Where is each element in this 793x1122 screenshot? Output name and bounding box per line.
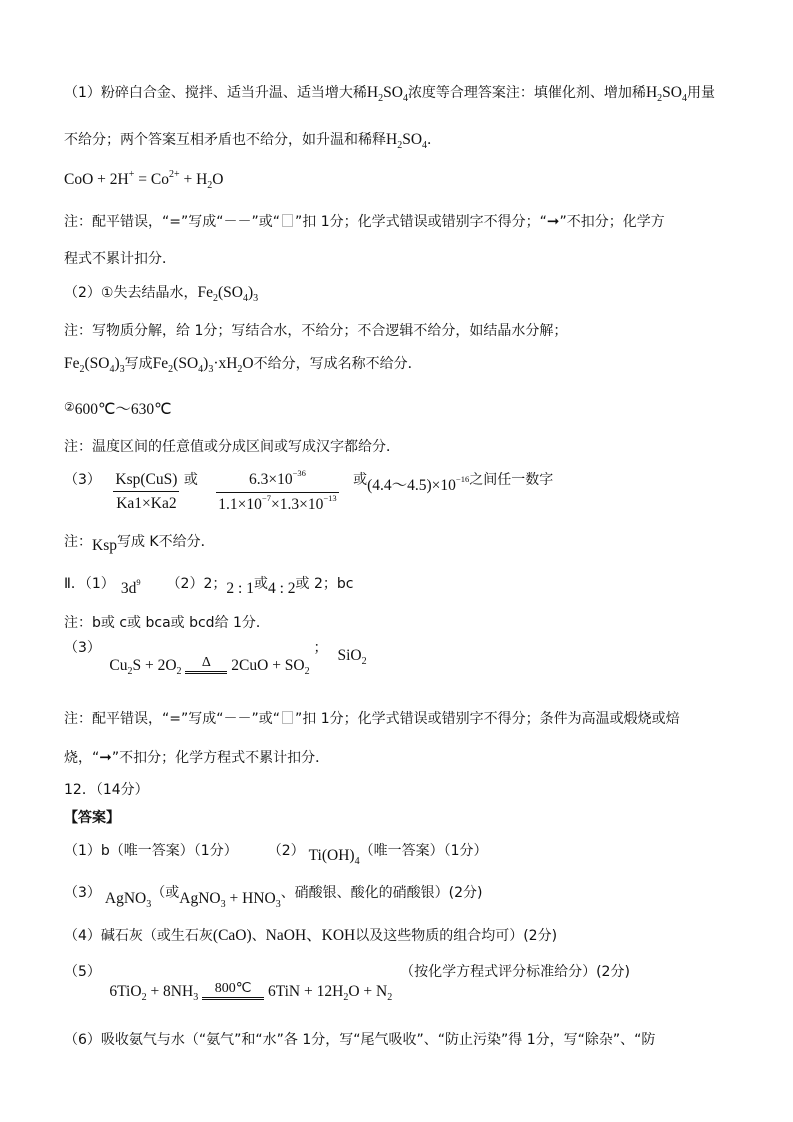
answer-6-line: （6）吸收氨气与水（“氨气”和“水”各 1分，写“尾气吸收”、“防止污染”得 1分，写“除杂”、“防	[64, 1032, 656, 1048]
note-balance-2: 注：配平错误，“=”写成“－－”或“ ”扣 1分；化学式错误或错别字不得分；条件为高温或煅烧或焙	[64, 711, 680, 727]
q3b-line: （3） $Cu_2S + 2O_2$ Δ $2CuO + SO_2$ ； SiO$_2$	[64, 640, 367, 677]
range-value: $(4.4\sim 4.5)\times 10^{-16}$	[367, 474, 470, 494]
naoh-koh-formula: NaOH、KOH	[265, 927, 356, 944]
part-ii-line: Ⅱ．（1） $3d^9$ （2）2；2 : 1或4 : 2或 2；bc	[64, 576, 354, 597]
sio2-formula: SiO$_2$	[337, 647, 367, 667]
agno3-hno3-formula: AgNO$_3$ + $HNO_3$	[179, 890, 281, 910]
answer-line-1: （1）粉碎白合金、搅拌、适当升温、适当增大稀$H_2SO_4$浓度等合理答案注：填催化剂、增加稀$H_2SO_4$用量	[64, 84, 715, 104]
answer-1-line: （1）b（唯一答案）（1分） （2） $Ti(OH)_4$（唯一答案）（1分）	[64, 843, 488, 867]
cao-formula: (CaO)	[212, 927, 252, 944]
answer-5-line: （5） $6TiO_2 + 8NH_3$ 800℃ $6TiN + 12H_2O + N_2$ （按化学方程式评分标准给分）(2分)	[64, 964, 630, 1003]
ratio-1: 2 : 1	[226, 580, 254, 597]
fe2so43-formula: $Fe_2(SO_4)_3$	[64, 355, 125, 375]
equation-coo: CoO + $2H^+ = Co^{2+} + H_2O$	[64, 169, 224, 191]
placeholder-box-icon	[282, 711, 293, 724]
question-12-heading: 12．（14分）	[64, 782, 149, 798]
placeholder-box-icon	[282, 214, 293, 227]
right-arrow-icon: ➞	[99, 748, 112, 766]
equation-cu2s: $Cu_2S + 2O_2$ Δ $2CuO + SO_2$	[109, 655, 310, 677]
h2so4-formula: $H_2SO_4$	[386, 131, 428, 151]
note-line-6: 注：b或 c或 bca或 bcd给 1分．	[64, 615, 270, 631]
numeric-fraction: $\frac{6.3\times 10^{-36}}{1.1\times 10^{-7}\times 1.3\times 10^{-13}}$	[216, 470, 338, 516]
ksp-symbol: Ksp	[92, 537, 117, 554]
tioh4-formula: $Ti(OH)_4$	[308, 847, 360, 867]
q2-b-line: $Fe_2(SO_4)_3$写成$Fe_2(SO_4)_3\cdot xH_2O$不给分，写成名称不给分．	[64, 355, 422, 375]
note-line-5: 注：Ksp写成 K不给分．	[64, 534, 215, 554]
note-line-3: 注：写物质分解，给 1分；写结合水，不给分；不合逻辑不给分，如结晶水分解；	[64, 323, 568, 339]
answer-3-line: （3） AgNO$_3$（或AgNO$_3$ + $HNO_3$、硝酸银、酸化的硝酸银）(2分)	[64, 885, 483, 910]
right-arrow-icon: ➞	[546, 212, 560, 230]
ratio-2: 4 : 2	[267, 580, 296, 597]
note-line-8: 烧，“➞”不扣分；化学方程式不累计扣分．	[64, 748, 330, 766]
h2so4-formula: $H_2SO_4$	[645, 84, 687, 104]
q3-line: （3） $\frac{\text{Ksp(CuS)}}{Ka1\times Ka2}$ 或 $\frac{6.3\times 10^{-36}}{1.1\times 10^{-7}\times 1.3\times 10^{-13}}$ 或$(4.4\sim 4.5)\times 10^{-16}$之间任一数字	[64, 470, 553, 516]
d9-config: $3d^9$	[120, 577, 141, 597]
answer-heading: 【答案】	[64, 810, 120, 826]
answer-line-2: 不给分；两个答案互相矛盾也不给分，如升温和稀释$H_2SO_4$．	[64, 131, 442, 151]
note-line-4: 注：温度区间的任意值或分成区间或写成汉字都给分．	[64, 439, 400, 455]
equation-tio2: $6TiO_2 + 8NH_3$ 800℃ $6TiN + 12H_2O + N_2$	[109, 981, 393, 1003]
temperature-range: 600℃～630℃	[74, 401, 172, 418]
fe2so43-hydrate-formula: $Fe_2(SO_4)_3\cdot xH_2O$	[152, 355, 254, 375]
note-balance-1: 注：配平错误，“=”写成“－－”或“ ”扣 1分；化学式错误或错别字不得分；“➞”不扣分；化学方	[64, 212, 665, 230]
q2-c-line: ②600℃～630℃	[64, 400, 172, 418]
agno3-formula: AgNO$_3$	[104, 890, 152, 910]
ksp-fraction: $\frac{\text{Ksp(CuS)}}{Ka1\times Ka2}$	[115, 471, 178, 512]
note-line-2: 程式不累计扣分．	[64, 251, 176, 267]
fe2so43-formula: $Fe_2(SO_4)_3$	[197, 284, 259, 304]
h2so4-formula: $H_2SO_4$	[366, 84, 408, 104]
q2-line: （2）①失去结晶水，$Fe_2(SO_4)_3$	[64, 284, 259, 304]
answer-4-line: （4）碱石灰（或生石灰(CaO)、NaOH、KOH以及这些物质的组合均可）(2分)	[64, 927, 558, 944]
